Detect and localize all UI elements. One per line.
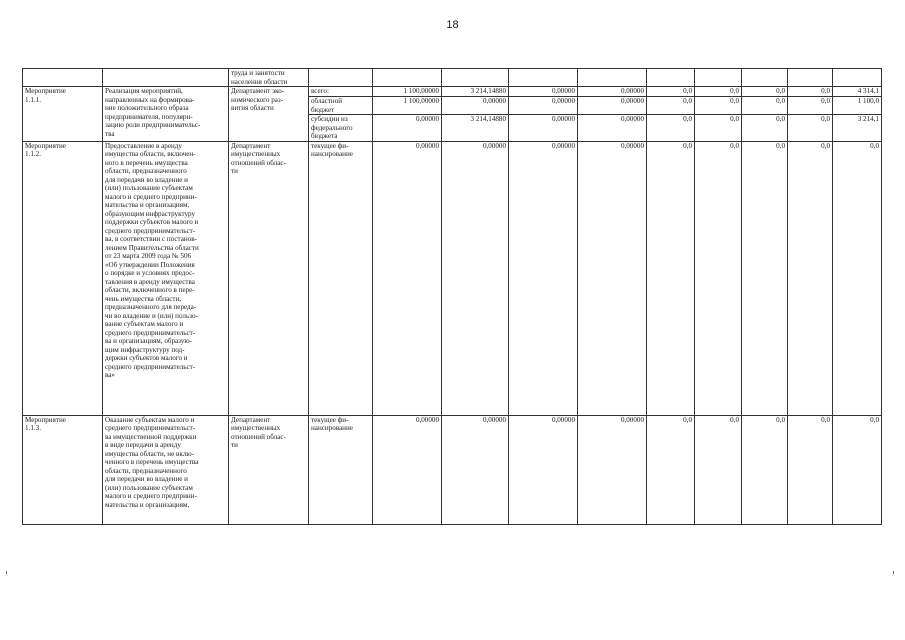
cell-value: 1 100,0 [833, 97, 882, 115]
cell-value: 0,00000 [578, 141, 647, 415]
cell-value: 0,0 [788, 87, 833, 97]
cell-value: 0,00000 [442, 415, 509, 524]
cell-value: 0,00000 [578, 115, 647, 142]
cell-value: 1 100,00000 [373, 97, 442, 115]
cell-id [23, 141, 103, 415]
cell-description [103, 415, 229, 524]
cell-value [742, 69, 788, 87]
cell-value: 3 214,14880 [442, 87, 509, 97]
funding-source: областной бюджет [311, 97, 343, 114]
budget-table [22, 68, 882, 525]
cell-value: 0,00000 [373, 141, 442, 415]
funding-source: субсидии из федерального бюджета [311, 115, 353, 140]
cell-value: 0,0 [788, 97, 833, 115]
cell-value [442, 69, 509, 87]
cell-value [695, 69, 742, 87]
cell-value: 1 100,00000 [373, 87, 442, 97]
cell-value: 0,0 [647, 141, 695, 415]
cell-value: 0,00000 [509, 415, 578, 524]
cell-value: 0,00000 [373, 415, 442, 524]
measure-id: Мероприятие 1.1.3. [25, 415, 66, 432]
cell-value: 0,0 [742, 97, 788, 115]
cell-source [309, 141, 373, 415]
cell-value: 0,00000 [509, 87, 578, 97]
cell-value: 0,0 [833, 415, 882, 524]
cell-value: 0,0 [695, 141, 742, 415]
measure-description: Реализация мероприятий, направленных на формирова- ние положительного образа предпринимателя, популяри- зацию роли предпринимательс- тва [105, 87, 201, 138]
cell-value [788, 69, 833, 87]
cell-executor [229, 415, 309, 524]
cell-value: 0,00000 [442, 97, 509, 115]
cell-value: 0,00000 [442, 141, 509, 415]
cell-value [833, 69, 882, 87]
cell-value: 0,00000 [578, 97, 647, 115]
cell-id [23, 87, 103, 142]
measure-executor: Департамент имущественных отношений облас- ти [231, 415, 286, 449]
measure-description: Оказание субъектам малого и среднего предпринимательст- ва имущественной поддержки в виде передачи в аренду имущества области, не вклю- ченного в перечень имущества области, предназначенного для передачи во владение и (или) пользование субъектам малого и среднего предприни- мательства и организациям, [105, 415, 199, 509]
cell-description [103, 69, 229, 87]
cell-value: 0,0 [788, 141, 833, 415]
cell-value: 0,0 [788, 115, 833, 142]
table-row [23, 141, 882, 415]
cell-value: 0,00000 [509, 141, 578, 415]
cell-description [103, 141, 229, 415]
executor-text: труда и занятости населения области [231, 69, 288, 86]
cell-value: 0,00000 [509, 97, 578, 115]
cell-value: 0,0 [788, 415, 833, 524]
cell-value: 0,0 [647, 97, 695, 115]
cell-executor [229, 69, 309, 87]
cell-value: 0,0 [742, 115, 788, 142]
cell-value: 3 214,14880 [442, 115, 509, 142]
cell-value: 0,0 [695, 97, 742, 115]
cell-source [309, 69, 373, 87]
measure-id: Мероприятие 1.1.2. [25, 141, 66, 158]
cell-executor [229, 141, 309, 415]
cell-value: 0,00000 [578, 415, 647, 524]
scan-edge-mark [6, 571, 7, 574]
cell-value: 3 214,1 [833, 115, 882, 142]
cell-value: 0,0 [647, 87, 695, 97]
cell-value: 0,0 [742, 415, 788, 524]
measure-executor: Департамент имущественных отношений облас- ти [231, 141, 286, 175]
cell-value: 0,0 [695, 115, 742, 142]
cell-id [23, 415, 103, 524]
page-number: 18 [446, 19, 459, 31]
cell-value: 0,0 [647, 115, 695, 142]
cell-source [309, 97, 373, 115]
cell-value: 0,0 [695, 87, 742, 97]
cell-value [509, 69, 578, 87]
cell-value [647, 69, 695, 87]
cell-value: 0,0 [833, 141, 882, 415]
cell-value [578, 69, 647, 87]
cell-value: 0,0 [742, 141, 788, 415]
measure-id: Мероприятие 1.1.1. [25, 87, 66, 104]
cell-value: 0,0 [695, 415, 742, 524]
cell-source [309, 87, 373, 97]
table-row-continued [23, 69, 882, 87]
cell-value: 0,00000 [578, 87, 647, 97]
measure-description: Предоставление в аренду имущества области, включен- ного в перечень имущества области, предназначенного для передачи во владение и (или) пользование субъектам малого и среднего предприни- мательства и организациям, образующим инфраструктуру поддержки субъектов малого и среднего предпринимательст- ва, в соответствии с постанов- лением Правительства области от 23 марта 2009 года № 506 «Об утверждении Положения о порядке и условиях предос- тавления в аренду имущества области, включенного в пере- чень имущества области, предназначенного для переда- чи во владение и (или) пользо- вание субъектам малого и среднего предпринимательст- ва и организациям, образую- щим инфраструктуру под- держки субъектов малого и среднего предпринимательст- ва» [105, 141, 199, 379]
table-row [23, 87, 882, 97]
measure-executor: Департамент эко- номического раз- вития области [231, 87, 285, 112]
cell-source [309, 415, 373, 524]
cell-value: 0,0 [742, 87, 788, 97]
cell-id [23, 69, 103, 87]
cell-description [103, 87, 229, 142]
cell-value [373, 69, 442, 87]
funding-source: текущее фи- нансирование [311, 141, 353, 158]
cell-executor [229, 87, 309, 142]
cell-value: 0,00000 [373, 115, 442, 142]
funding-source: текущее фи- нансирование [311, 415, 353, 432]
cell-value: 0,00000 [509, 115, 578, 142]
cell-value: 0,0 [647, 415, 695, 524]
cell-value: 4 314,1 [833, 87, 882, 97]
scan-edge-mark [893, 571, 894, 574]
table-row [23, 415, 882, 524]
cell-source [309, 115, 373, 142]
funding-source: всего: [311, 87, 329, 95]
